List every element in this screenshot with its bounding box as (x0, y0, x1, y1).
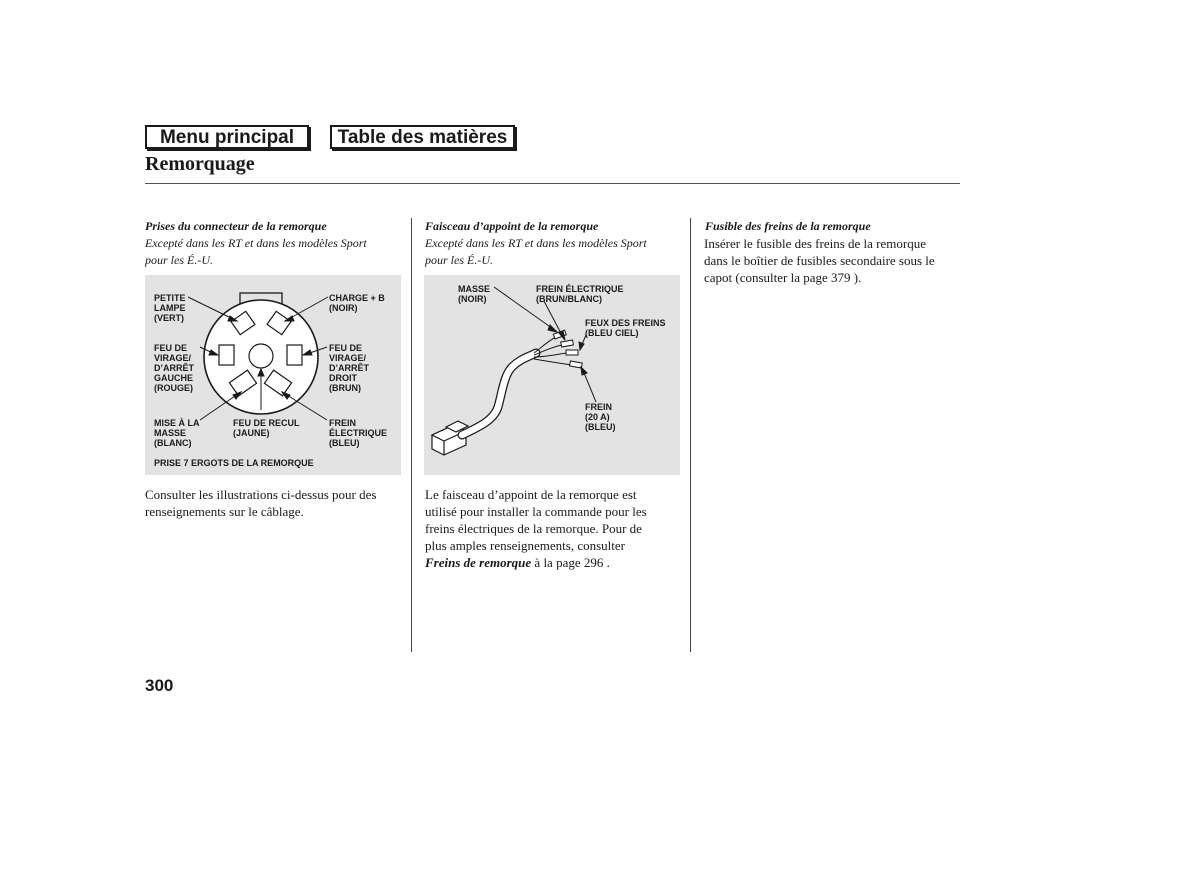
label-frein-elec-3: (BLEU) (329, 438, 360, 448)
fuse-body-line2: dans le boîtier de fusibles secondaire sous le (704, 253, 935, 268)
connector-heading: Prises du connecteur de la remorque (145, 219, 327, 233)
harness-body-line1: Le faisceau d’appoint de la remorque est (425, 487, 637, 502)
page-number: 300 (145, 676, 174, 695)
connector-note-line2: pour les É.-U. (145, 253, 213, 267)
connector-note-line1: Excepté dans les RT et dans les modèles Sport (145, 236, 367, 250)
connector-body-line2: renseignements sur le câblage. (145, 504, 304, 519)
label-frein-fuse-3: (BLEU) (585, 422, 616, 432)
main-menu-button[interactable]: Menu principal (145, 125, 309, 149)
column-divider-2 (690, 218, 691, 652)
harness-body-line2: utilisé pour installer la commande pour les (425, 504, 647, 519)
label-feu-recul-1: FEU DE RECUL (233, 418, 300, 428)
trailer-brakes-link[interactable]: Freins de remorque (425, 555, 532, 570)
label-frein-fuse-2: (20 A) (585, 412, 610, 422)
label-feu-gauche-1: FEU DE (154, 343, 188, 353)
label-charge-1: CHARGE + B (329, 293, 385, 303)
figure-caption: PRISE 7 ERGOTS DE LA REMORQUE (154, 458, 314, 468)
label-feux-freins-1: FEUX DES FREINS (585, 318, 666, 328)
harness-body-line5-rest: à la page 296 . (531, 555, 610, 570)
label-masse-2: (NOIR) (458, 294, 487, 304)
label-feu-gauche-4: GAUCHE (154, 373, 194, 383)
harness-body-line5 (425, 554, 610, 571)
label-feu-recul-2: (JAUNE) (233, 428, 270, 438)
connector-body-line1: Consulter les illustrations ci-dessus pour des (145, 487, 377, 502)
label-feu-droit-5: (BRUN) (329, 383, 361, 393)
label-feux-freins-2: (BLEU CIEL) (585, 328, 639, 338)
label-mise-masse-1: MISE À LA (154, 418, 200, 428)
label-mise-masse-3: (BLANC) (154, 438, 192, 448)
label-frein-electrique-1: FREIN ÉLECTRIQUE (536, 284, 624, 294)
label-frein-elec-2: ÉLECTRIQUE (329, 428, 388, 438)
label-feu-gauche-5: (ROUGE) (154, 383, 193, 393)
label-feu-gauche-3: D’ARRÊT (154, 363, 194, 373)
harness-body-line3: freins électriques de la remorque. Pour de (425, 521, 642, 536)
label-feu-droit-2: VIRAGE/ (329, 353, 367, 363)
title-rule (145, 183, 960, 184)
harness-figure (424, 275, 680, 475)
label-charge-2: (NOIR) (329, 303, 358, 313)
section-title: Remorquage (145, 153, 255, 175)
harness-heading: Faisceau d’appoint de la remorque (425, 219, 599, 233)
label-petite-lampe-2: LAMPE (154, 303, 186, 313)
connector-figure (145, 275, 401, 475)
column-divider-1 (411, 218, 412, 652)
label-frein-elec-1: FREIN (329, 418, 356, 428)
harness-note-line1: Excepté dans les RT et dans les modèles Sport (425, 236, 647, 250)
label-feu-gauche-2: VIRAGE/ (154, 353, 192, 363)
fuse-body-line3: capot (consulter la page 379 ). (704, 270, 862, 285)
label-feu-droit-3: D’ARRÊT (329, 363, 369, 373)
label-mise-masse-2: MASSE (154, 428, 187, 438)
label-feu-droit-1: FEU DE (329, 343, 363, 353)
table-of-contents-button[interactable]: Table des matières (330, 125, 515, 149)
fuse-heading: Fusible des freins de la remorque (705, 219, 871, 233)
harness-body-line4: plus amples renseignements, consulter (425, 538, 626, 553)
label-petite-lampe-1: PETITE (154, 293, 186, 303)
label-feu-droit-4: DROIT (329, 373, 357, 383)
harness-note-line2: pour les É.-U. (425, 253, 493, 267)
label-masse-1: MASSE (458, 284, 491, 294)
label-frein-fuse-1: FREIN (585, 402, 612, 412)
label-frein-electrique-2: (BRUN/BLANC) (536, 294, 602, 304)
fuse-body-line1: Insérer le fusible des freins de la remorque (704, 236, 926, 251)
seven-pin-connector-diagram (145, 275, 401, 475)
harness-diagram (424, 275, 680, 475)
label-petite-lampe-3: (VERT) (154, 313, 184, 323)
